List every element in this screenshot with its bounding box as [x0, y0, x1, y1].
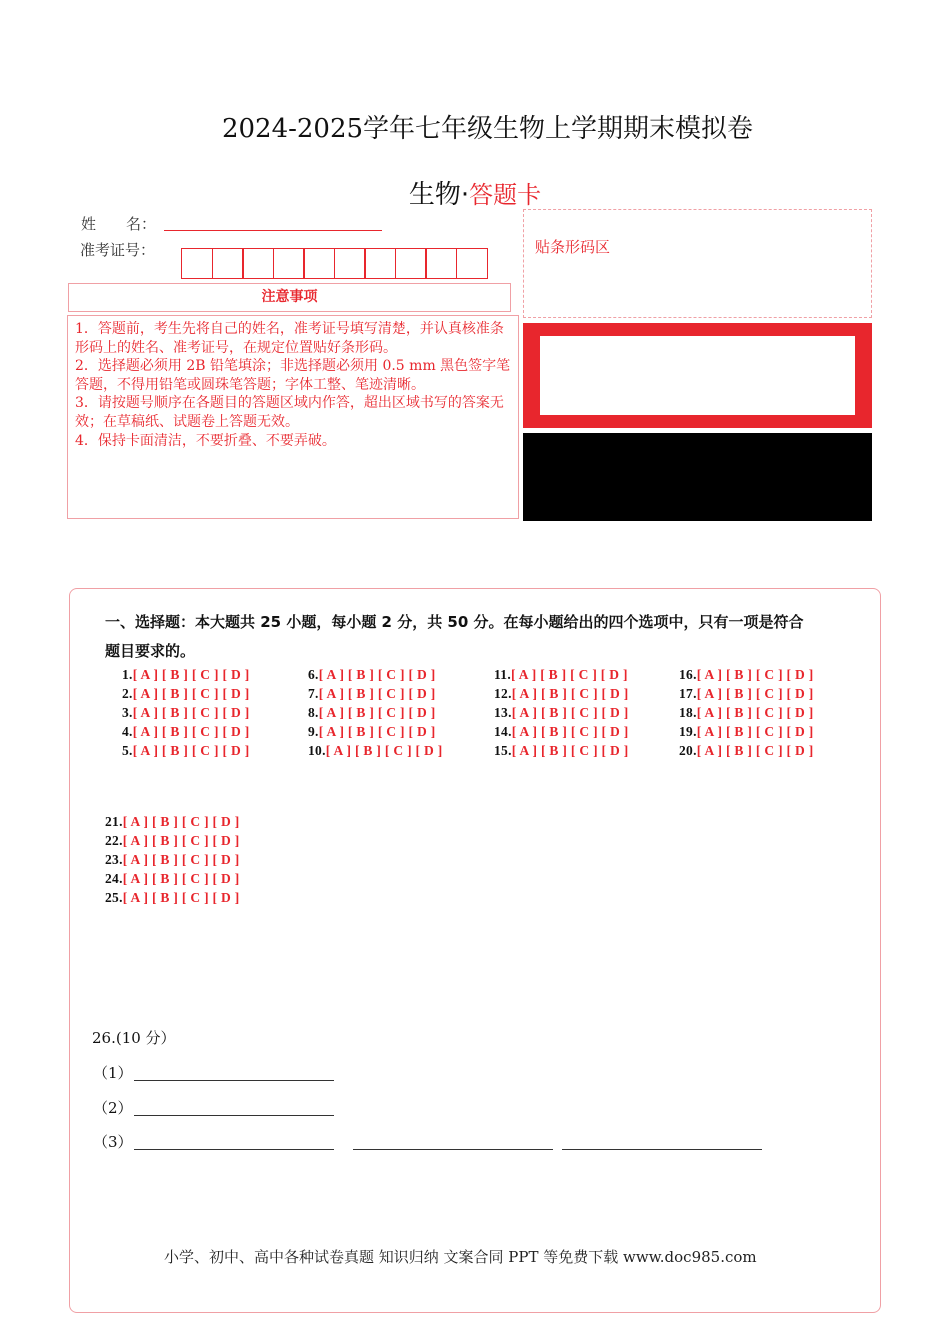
answer-bubbles[interactable]: [ A ] [ B ] [ C ] [ D ]: [696, 724, 814, 739]
subtitle-accent: 答题卡: [469, 181, 542, 209]
answer-bubbles[interactable]: [ A ] [ B ] [ C ] [ D ]: [511, 667, 628, 682]
question-number: 19.: [679, 724, 697, 739]
subtitle-subject: 生物·: [408, 180, 470, 210]
question-number: 17.: [679, 686, 697, 701]
exam-id-digit-box[interactable]: [212, 248, 244, 279]
answer-bubbles[interactable]: [ A ] [ B ] [ C ] [ D ]: [696, 743, 814, 758]
answer-bubbles[interactable]: [ A ] [ B ] [ C ] [ D ]: [696, 686, 814, 701]
question-number: 8.: [308, 705, 319, 720]
choice-question-23: [105, 852, 240, 868]
exam-id-digit-box[interactable]: [334, 248, 366, 279]
question-number: 25.: [105, 890, 123, 905]
answer-bubbles[interactable]: [ A ] [ B ] [ C ] [ D ]: [122, 814, 240, 829]
question-number: 22.: [105, 833, 123, 848]
choice-question-8: [308, 705, 436, 721]
answer-bubbles[interactable]: [ A ] [ B ] [ C ] [ D ]: [132, 686, 250, 701]
choice-question-14: [494, 724, 629, 740]
exam-id-digit-box[interactable]: [395, 248, 427, 279]
choice-question-13: [494, 705, 629, 721]
choice-question-4: [122, 724, 250, 740]
question-number: 20.: [679, 743, 697, 758]
answer-bubbles[interactable]: [ A ] [ B ] [ C ] [ D ]: [511, 724, 629, 739]
question-number: 24.: [105, 871, 123, 886]
choice-question-20: [679, 743, 814, 759]
choice-question-22: [105, 833, 240, 849]
exam-id-digit-box[interactable]: [242, 248, 274, 279]
question-number: 10.: [308, 743, 326, 758]
choice-question-17: [679, 686, 814, 702]
choice-question-3: [122, 705, 250, 721]
notice-item: 3．请按题号顺序在各题目的答题区域内作答，超出区域书写的答案无效；在草稿纸、试题卷上答题无效。: [75, 395, 504, 430]
q26-title: 26.(10 分）: [92, 1029, 176, 1047]
answer-bubbles[interactable]: [ A ] [ B ] [ C ] [ D ]: [318, 705, 436, 720]
choice-question-11: [494, 667, 628, 683]
notice-item: 1．答题前，考生先将自己的姓名，准考证号填写清楚，并认真核准条形码上的姓名、准考证号，在规定位置贴好条形码。: [75, 321, 504, 356]
question-number: 15.: [494, 743, 512, 758]
absent-mark-box: [523, 323, 872, 428]
choice-question-12: [494, 686, 629, 702]
choice-question-19: [679, 724, 814, 740]
page-title: 2024-2025学年七年级生物上学期期末模拟卷: [221, 114, 754, 144]
choice-question-7: [308, 686, 436, 702]
absent-mark-inner: [540, 336, 855, 415]
question-number: 21.: [105, 814, 123, 829]
choice-question-9: [308, 724, 436, 740]
question-number: 5.: [122, 743, 133, 758]
barcode-area: [523, 209, 872, 318]
q26-part-3-line-c[interactable]: [562, 1133, 762, 1150]
barcode-label: 贴条形码区: [535, 238, 611, 256]
choice-question-2: [122, 686, 250, 702]
question-number: 12.: [494, 686, 512, 701]
exam-id-boxes[interactable]: [181, 248, 486, 279]
q26-part-1-line[interactable]: [134, 1064, 334, 1081]
choice-question-24: [105, 871, 240, 887]
notice-item: 4．保持卡面清洁，不要折叠、不要弄破。: [75, 432, 336, 449]
q26-part-3-line-b[interactable]: [353, 1133, 553, 1150]
q26-part-1-label: （1）: [93, 1064, 133, 1082]
question-number: 16.: [679, 667, 697, 682]
choice-question-15: [494, 743, 629, 759]
answer-bubbles[interactable]: [ A ] [ B ] [ C ] [ D ]: [132, 743, 250, 758]
choice-question-25: [105, 890, 240, 906]
question-number: 6.: [308, 667, 319, 682]
choice-question-5: [122, 743, 250, 759]
question-number: 18.: [679, 705, 697, 720]
choice-question-18: [679, 705, 814, 721]
question-number: 4.: [122, 724, 133, 739]
question-number: 2.: [122, 686, 133, 701]
exam-id-digit-box[interactable]: [181, 248, 213, 279]
answer-bubbles[interactable]: [ A ] [ B ] [ C ] [ D ]: [122, 833, 240, 848]
notice-item: 2．选择题必须用 2B 铅笔填涂；非选择题必须用 0.5 mm 黑色签字笔答题，不得用铅笔或圆珠笔答题；字体工整、笔迹清晰。: [75, 358, 511, 393]
question-number: 13.: [494, 705, 512, 720]
answer-bubbles[interactable]: [ A ] [ B ] [ C ] [ D ]: [318, 667, 436, 682]
question-number: 23.: [105, 852, 123, 867]
footer-text: 小学、初中、高中各种试卷真题 知识归纳 文案合同 PPT 等免费下载 www.doc985.com: [164, 1248, 757, 1266]
answer-bubbles[interactable]: [ A ] [ B ] [ C ] [ D ]: [318, 724, 436, 739]
answer-bubbles[interactable]: [ A ] [ B ] [ C ] [ D ]: [132, 667, 250, 682]
q26-part-3-line-a[interactable]: [134, 1133, 334, 1150]
name-label: 姓 名：: [81, 215, 157, 233]
exam-id-digit-box[interactable]: [303, 248, 335, 279]
question-number: 9.: [308, 724, 319, 739]
answer-bubbles[interactable]: [ A ] [ B ] [ C ] [ D ]: [696, 667, 814, 682]
answer-bubbles[interactable]: [ A ] [ B ] [ C ] [ D ]: [696, 705, 814, 720]
answer-bubbles[interactable]: [ A ] [ B ] [ C ] [ D ]: [122, 890, 240, 905]
notice-body: [67, 315, 519, 519]
name-field[interactable]: [164, 230, 382, 231]
question-number: 14.: [494, 724, 512, 739]
black-block: [523, 433, 872, 521]
choice-question-1: [122, 667, 250, 683]
exam-id-digit-box[interactable]: [364, 248, 396, 279]
exam-id-label: 准考证号：: [80, 241, 156, 259]
question-number: 11.: [494, 667, 512, 682]
answer-bubbles[interactable]: [ A ] [ B ] [ C ] [ D ]: [132, 705, 250, 720]
exam-id-digit-box[interactable]: [425, 248, 457, 279]
choice-question-21: [105, 814, 240, 830]
question-number: 7.: [308, 686, 319, 701]
answer-bubbles[interactable]: [ A ] [ B ] [ C ] [ D ]: [511, 743, 629, 758]
answer-bubbles[interactable]: [ A ] [ B ] [ C ] [ D ]: [325, 743, 443, 758]
exam-id-digit-box[interactable]: [273, 248, 305, 279]
answer-bubbles[interactable]: [ A ] [ B ] [ C ] [ D ]: [122, 871, 240, 886]
section-instruction-line2: 题目要求的。: [105, 642, 196, 660]
answer-bubbles[interactable]: [ A ] [ B ] [ C ] [ D ]: [132, 724, 250, 739]
answer-bubbles[interactable]: [ A ] [ B ] [ C ] [ D ]: [122, 852, 240, 867]
question-number: 1.: [122, 667, 133, 682]
choice-question-6: [308, 667, 436, 683]
page-subtitle: [0, 174, 950, 211]
exam-id-digit-box[interactable]: [456, 248, 488, 279]
answer-bubbles[interactable]: [ A ] [ B ] [ C ] [ D ]: [511, 686, 629, 701]
question-number: 3.: [122, 705, 133, 720]
choice-question-16: [679, 667, 814, 683]
q26-part-3-label: （3）: [93, 1133, 133, 1151]
notice-title: 注意事项: [68, 283, 511, 312]
answer-bubbles[interactable]: [ A ] [ B ] [ C ] [ D ]: [511, 705, 629, 720]
answer-bubbles[interactable]: [ A ] [ B ] [ C ] [ D ]: [318, 686, 436, 701]
choice-question-10: [308, 743, 443, 759]
section-instruction-line1: 一、选择题：本大题共 25 小题，每小题 2 分，共 50 分。在每小题给出的四个选项中，只有一项是符合: [105, 613, 804, 631]
q26-part-2-line[interactable]: [134, 1099, 334, 1116]
q26-part-2-label: （2）: [93, 1099, 133, 1117]
